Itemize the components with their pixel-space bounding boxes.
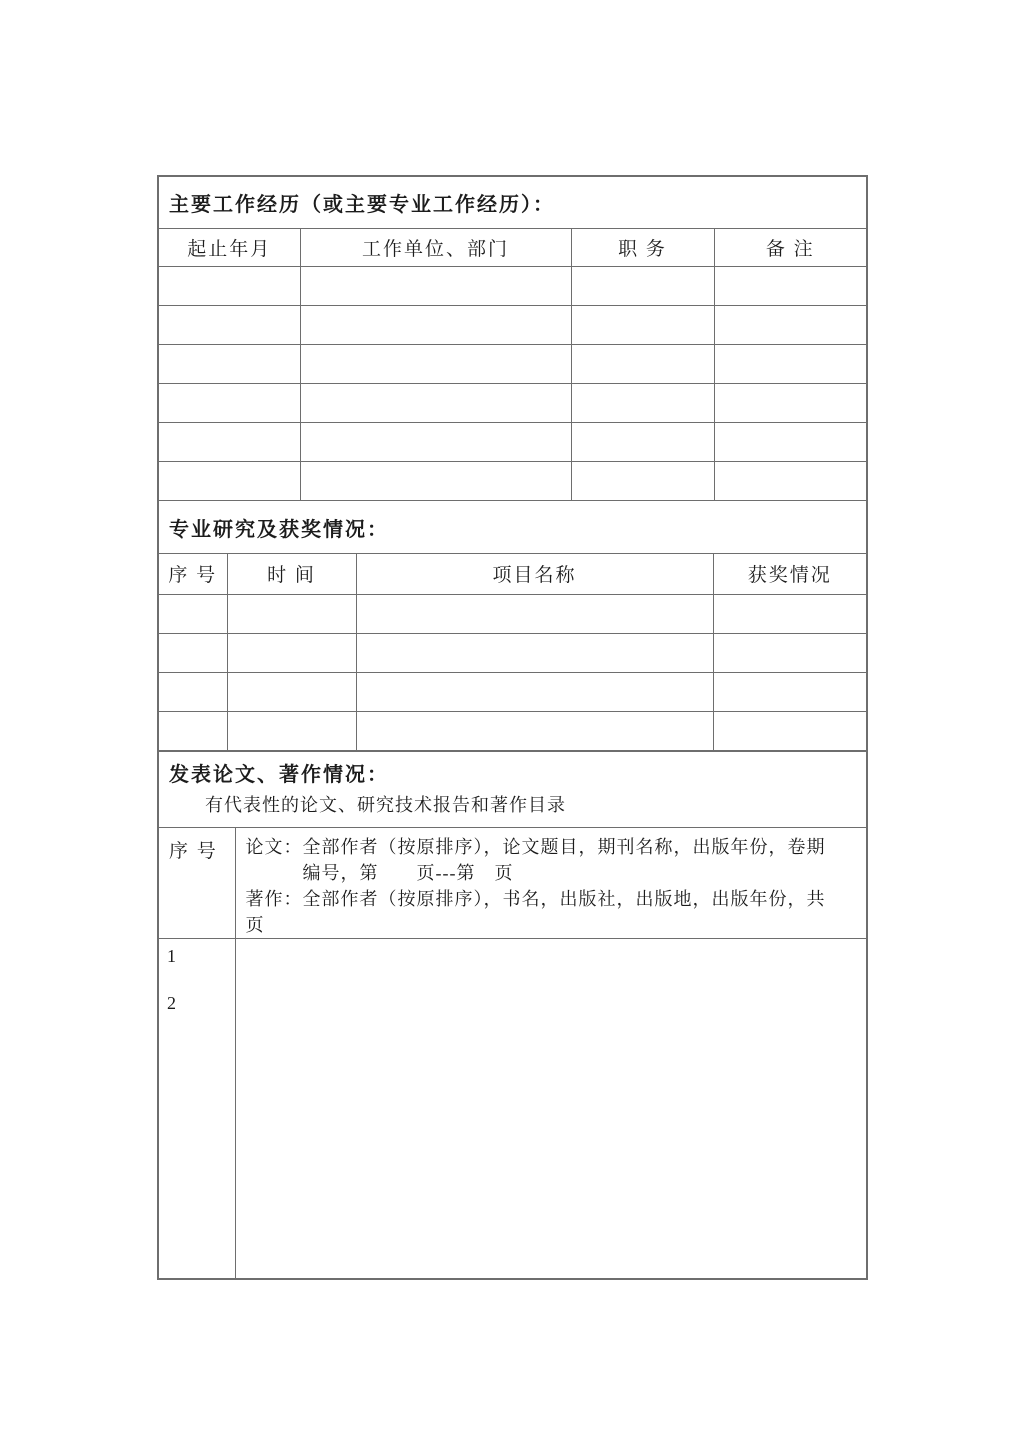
empty-cell-position <box>571 383 714 422</box>
empty-cell-project-name <box>356 672 713 711</box>
corner-header-serial-number: 序 号 <box>159 828 235 939</box>
empty-cell-serial-number <box>159 672 227 711</box>
empty-cell-remarks <box>714 305 866 344</box>
empty-cell-date-range <box>159 344 300 383</box>
entry-number: 2 <box>167 993 176 1013</box>
format-line-paper-cont: 编号，第 页---第 页 <box>302 863 514 883</box>
format-line-book: 著作：全部作者（按原排序），书名，出版社，出版地，出版年份，共 <box>245 889 826 909</box>
empty-cell-serial-number <box>159 594 227 633</box>
empty-cell-date-range <box>159 305 300 344</box>
empty-cell-work-unit <box>300 461 571 500</box>
format-line-paper: 论文：全部作者（按原排序），论文题目，期刊名称，出版年份，卷期 <box>245 837 826 857</box>
empty-cell-remarks <box>714 422 866 461</box>
section-title-work-experience <box>159 177 866 229</box>
column-header-project-name: 项目名称 <box>356 554 713 594</box>
publications-table <box>159 828 866 1278</box>
column-header-work-unit: 工作单位、部门 <box>300 229 571 266</box>
empty-cell-position <box>571 266 714 305</box>
empty-cell-date-range <box>159 461 300 500</box>
column-header-date-range: 起止年月 <box>159 229 300 266</box>
empty-cell-position <box>571 305 714 344</box>
entry-number: 1 <box>167 946 176 966</box>
work-experience-table <box>159 229 866 500</box>
research-awards-header-row <box>159 554 866 594</box>
empty-cell-award-status <box>713 633 866 672</box>
empty-cell-time <box>227 672 356 711</box>
research-awards-table <box>159 554 866 750</box>
work-experience-empty-row <box>159 266 866 305</box>
empty-cell-work-unit <box>300 266 571 305</box>
empty-cell-position <box>571 422 714 461</box>
empty-cell-date-range <box>159 383 300 422</box>
research-awards-empty-row <box>159 711 866 750</box>
publications-entry-area <box>235 939 866 1278</box>
format-line-book-cont: 页 <box>245 915 265 935</box>
publications-subtitle: 有代表性的论文、研究技术报告和著作目录 <box>205 795 566 815</box>
column-header-time: 时 间 <box>227 554 356 594</box>
empty-cell-award-status <box>713 672 866 711</box>
empty-cell-project-name <box>356 633 713 672</box>
research-awards-empty-row <box>159 633 866 672</box>
section-title-text: 发表论文、著作情况： <box>169 764 389 786</box>
research-awards-empty-row <box>159 672 866 711</box>
section-title-publications <box>159 750 866 828</box>
empty-cell-date-range <box>159 266 300 305</box>
empty-cell-remarks <box>714 461 866 500</box>
empty-cell-serial-number <box>159 633 227 672</box>
publications-format-row <box>159 828 866 939</box>
column-header-serial-number: 序 号 <box>159 554 227 594</box>
publications-entry-row <box>159 939 866 1278</box>
empty-cell-time <box>227 633 356 672</box>
empty-cell-work-unit <box>300 383 571 422</box>
work-experience-empty-row <box>159 461 866 500</box>
empty-cell-project-name <box>356 594 713 633</box>
empty-cell-remarks <box>714 383 866 422</box>
empty-cell-work-unit <box>300 422 571 461</box>
research-awards-empty-row <box>159 594 866 633</box>
section-title-text: 主要工作经历（或主要专业工作经历）： <box>169 194 555 216</box>
empty-cell-award-status <box>713 594 866 633</box>
work-experience-empty-row <box>159 383 866 422</box>
work-experience-empty-row <box>159 422 866 461</box>
entry-number-column <box>159 939 235 1278</box>
section-title-research-awards <box>159 500 866 554</box>
column-header-award-status: 获奖情况 <box>713 554 866 594</box>
empty-cell-time <box>227 711 356 750</box>
section-title-text: 专业研究及获奖情况： <box>169 518 389 541</box>
publications-format-description <box>235 828 866 939</box>
empty-cell-award-status <box>713 711 866 750</box>
work-experience-empty-row <box>159 305 866 344</box>
work-experience-empty-row <box>159 344 866 383</box>
empty-cell-work-unit <box>300 305 571 344</box>
empty-cell-position <box>571 344 714 383</box>
empty-cell-time <box>227 594 356 633</box>
empty-cell-date-range <box>159 422 300 461</box>
empty-cell-remarks <box>714 266 866 305</box>
work-experience-header-row <box>159 229 866 266</box>
personnel-form <box>157 175 868 1280</box>
empty-cell-remarks <box>714 344 866 383</box>
empty-cell-project-name <box>356 711 713 750</box>
column-header-position: 职 务 <box>571 229 714 266</box>
column-header-remarks: 备 注 <box>714 229 866 266</box>
empty-cell-position <box>571 461 714 500</box>
empty-cell-work-unit <box>300 344 571 383</box>
empty-cell-serial-number <box>159 711 227 750</box>
